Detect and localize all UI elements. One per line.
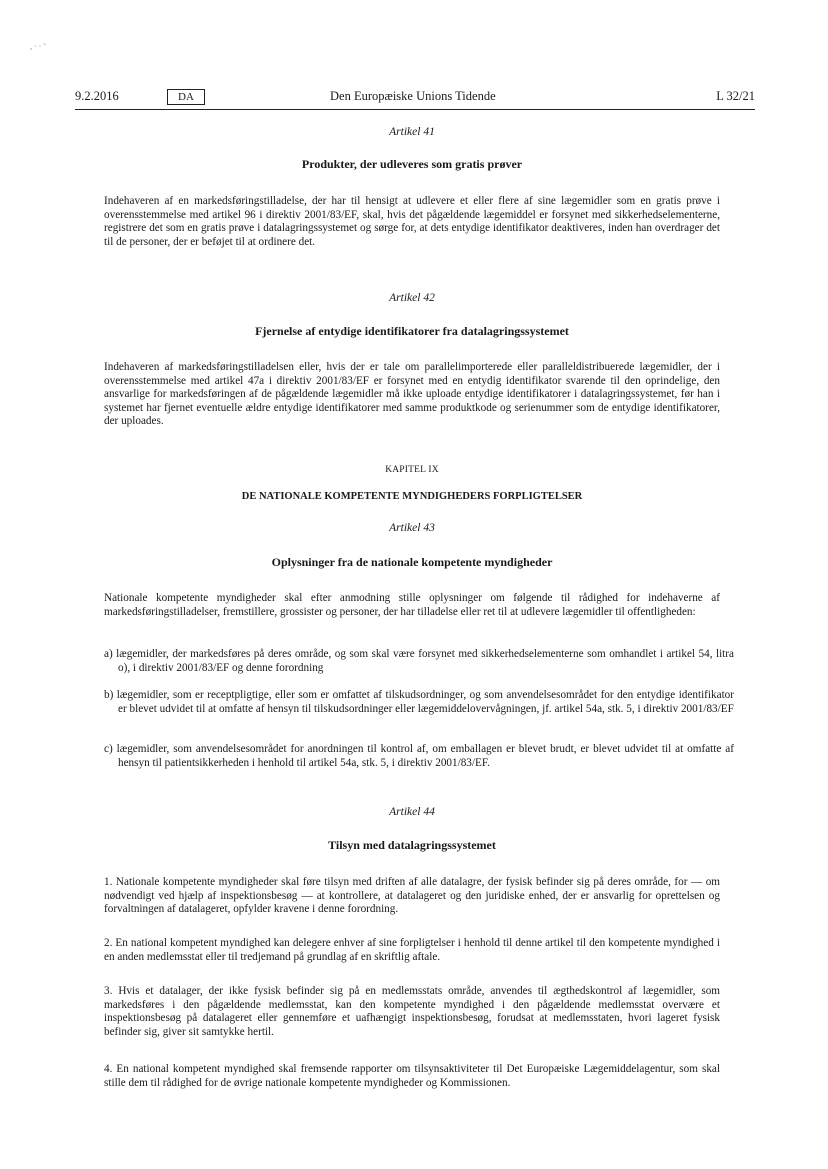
page-number: L 32/21 — [716, 89, 755, 103]
article-41-text: Indehaveren af en markedsføringstilladelse, der har til hensigt at udlevere et eller flere af sine lægemidler som en gratis prøve i overensstemmelse med artikel 96 i direktiv 2001/83/EF, skal, hvis det pågældende lægemiddel er forsynet med sikkerhedselementerne, registrere det som en gratis prøve i datalagringssystemet og sørge for, at dets entydige identifikator deaktiveres, inden han overdrager det til de personer, der er beføjet til at ordinere det. — [104, 195, 720, 248]
journal-title: Den Europæiske Unions Tidende — [330, 89, 496, 103]
article-42-text: Indehaveren af markedsføringstilladelsen eller, hvis der er tale om parallelimporterede eller paralleldistribuerede lægemidler, der i overensstemmelse med artikel 47a i direktiv 2001/83/EF er forsynet med en entydig identifikator svarende til den oprindelige, den ansvarlige for markedsføringen af de pågældende lægemidler må ikke uploade entydige identifikatorer i datalagringssystemet, før han i systemet har fjernet eventuelle ældre entydige identifikatorer med samme produktkode og serienummer som de entydige identifikatorer, der uploades. — [104, 361, 720, 428]
article-43-intro: Nationale kompetente myndigheder skal efter anmodning stille oplysninger om følgende til rådighed for indehaverne af markedsføringstilladelser, fremstillere, grossister og personer, der har tilladelse eller ret til at udlevere lægemidler til offentligheden: — [104, 592, 720, 618]
page-header — [75, 89, 755, 107]
article-44-paragraph: 4. En national kompetent myndighed skal fremsende rapporter om tilsynsaktiviteter til Det Europæiske Lægemiddelagentur, som skal stille dem til rådighed for de øvrige nationale kompetente myndigheder og Kommissionen. — [104, 1063, 720, 1089]
header-date: 9.2.2016 — [75, 89, 119, 103]
article-44-paragraph: 1. Nationale kompetente myndigheder skal føre tilsyn med driften af alle datalagre, der fysisk befinder sig på deres område, for — om nødvendigt ved hjælp af inspektionsbesøg — at kontrollere, at datalageret og den juridiske enhed, der er ansvarlig for oprettelsen og forvaltningen af datalageret, opfylder kravene i denne forordning. — [104, 876, 720, 916]
article-42-title: Fjernelse af entydige identifikatorer fra datalagringssystemet — [255, 324, 569, 338]
article-41-title: Produkter, der udleveres som gratis prøver — [301, 157, 523, 171]
language-badge: DA — [167, 89, 205, 105]
article-41-label: Artikel 41 — [389, 126, 435, 138]
article-43-label: Artikel 43 — [389, 522, 435, 534]
chapter-title: DE NATIONALE KOMPETENTE MYNDIGHEDERS FORPLIGTELSER — [241, 491, 583, 502]
list-item: a) lægemidler, der markedsføres på deres område, og som skal være forsynet med sikkerhedselementerne som omhandlet i artikel 54, litra o), i direktiv 2001/83/EF og denne forordning — [104, 648, 734, 674]
header-rule — [75, 109, 755, 110]
article-44-label: Artikel 44 — [389, 806, 435, 818]
article-44-paragraph: 2. En national kompetent myndighed kan delegere enhver af sine forpligtelser i henhold til denne artikel til den kompetente myndighed i en anden medlemsstat eller til tredjemand på grundlag af en skriftlig aftale. — [104, 937, 720, 963]
article-43-title: Oplysninger fra de nationale kompetente myndigheder — [271, 555, 553, 569]
list-item: c) lægemidler, som anvendelsesområdet for anordningen til kontrol af, om emballagen er blevet brudt, er blevet udvidet til at omfatte af hensyn til patientsikkerheden i henhold til artikel 54a, stk. 5, i direktiv 2001/83/EF. — [104, 743, 734, 769]
list-item: b) lægemidler, som er receptpligtige, eller som er omfattet af tilskudsordninger, og som anvendelsesområdet for den entydige identifikator er blevet udvidet til at omfatte af hensyn til tilskudsordninger eller lægemiddelovervågningen, jf. artikel 54a, stk. 5, i direktiv 2001/83/EF — [104, 689, 734, 715]
chapter-label: KAPITEL IX — [385, 465, 439, 475]
scan-specks: , · · ˘ — [30, 42, 46, 51]
article-44-paragraph: 3. Hvis et datalager, der ikke fysisk befinder sig på en medlemsstats område, anvendes til ægthedskontrol af lægemidler, som markedsføres i den pågældende medlemsstat, kan den kompetente myndighed i den pågældende medlemsstat overvære et inspektionsbesøg på datalageret eller gennemføre et uafhængigt inspektionsbesøg, forudsat at medlemsstaten, hvori lageret fysisk befinder sig, giver sit samtykke hertil. — [104, 985, 720, 1038]
article-44-title: Tilsyn med datalagringssystemet — [328, 838, 496, 852]
article-42-label: Artikel 42 — [389, 292, 435, 304]
